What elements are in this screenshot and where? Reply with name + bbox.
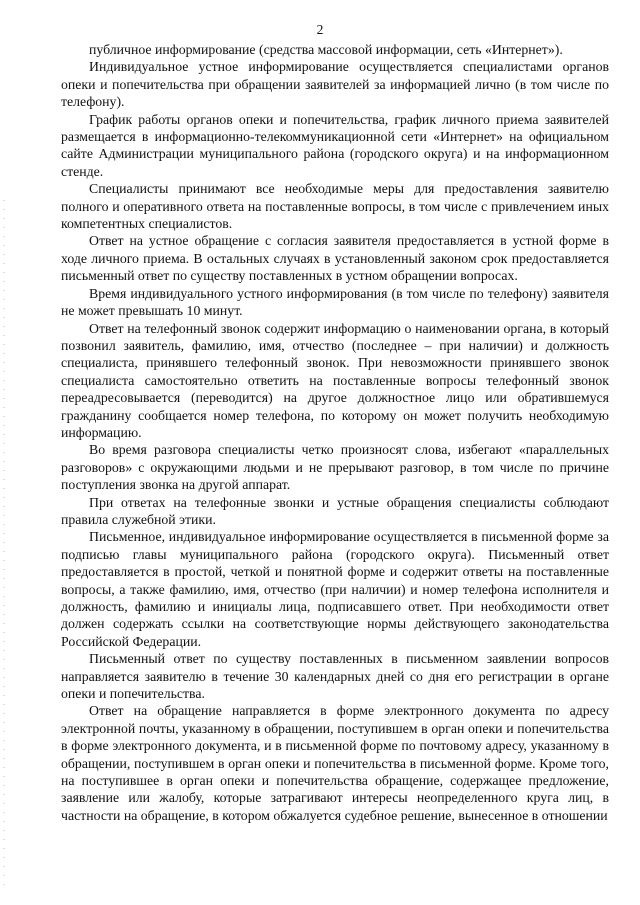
paragraph-written-answer-deadline: Письменный ответ по существу поставленных в письменном заявлении вопросов направляется заявителю в течение 30 календарных дней со дня его регистрации в органе опеки и попечительства. xyxy=(61,651,609,702)
paragraph-service-ethics: При ответах на телефонные звонки и устные обращения специалисты соблюдают правила служебной этики. xyxy=(61,494,609,527)
paragraph-informing-time: Время индивидуального устного информирования (в том числе по телефону) заявителя не может превышать 10 минут. xyxy=(61,285,609,319)
paragraph-phone-call-answer: Ответ на телефонный звонок содержит информацию о наименовании органа, в который позвонил заявитель, фамилию, имя, отчество (последнее – при наличии) и должность специалиста, принявшего телефонный звонок. При невозможности принявшего звонок специалиста самостоятельно ответить на поставленные вопросы телефонный звонок переадресовывается (переводится) на другое должностное лицо или обратившемуся гражданину сообщается номер телефона, по которому он может получить необходимую информацию. xyxy=(61,320,609,440)
paragraph-conversation-rules: Во время разговора специалисты четко произносят слова, избегают «параллельных разговоров» с окружающими людьми и не прерывают разговор, в том числе по причине поступления звонка на другой аппарат. xyxy=(61,442,609,493)
scan-margin-marks xyxy=(3,200,5,890)
document-body xyxy=(61,41,609,824)
paragraph-oral-request-answer: Ответ на устное обращение с согласия заявителя предоставляется в устной форме в ходе личного приема. В остальных случаях в установленный законом срок предоставляется письменный ответ по существу поставленных в устном обращении вопросах. xyxy=(61,233,609,284)
paragraph-specialists-measures: Специалисты принимают все необходимые меры для предоставления заявителю полного и оперативного ответа на поставленные вопросы, в том числе с привлечением иных компетентных специалистов. xyxy=(61,181,609,232)
page-number: 2 xyxy=(316,22,324,37)
paragraph-written-informing: Письменное, индивидуальное информирование осуществляется в письменной форме за подписью главы муниципального района (городского округа). Письменный ответ предоставляется в простой, четкой и понятной форме и содержит ответы на поставленные вопросы, а также фамилию, имя, отчество (при наличии) и номер телефона исполнителя и должность, фамилию и инициалы лица, подписавшего ответ. При необходимости ответ должен содержать ссылки на соответствующие нормы действующего законодательства Российской Федерации. xyxy=(61,529,609,649)
paragraph-electronic-answer: Ответ на обращение направляется в форме электронного документа по адресу электронной почты, указанному в обращении, поступившем в орган опеки и попечительства в форме электронного документа, и в письменной форме по почтовому адресу, указанному в обращении, поступившем в орган опеки и попечительства в письменной форме. Кроме того, на поступившее в орган опеки и попечительства обращение, содержащее предложение, заявление или жалобу, которые затрагивают интересы неопределенного круга лиц, в частности на обращение, в котором обжалуется судебное решение, вынесенное в отношении xyxy=(61,703,609,823)
paragraph-public-informing: публичное информирование (средства массовой информации, сеть «Интернет»). xyxy=(89,42,563,57)
paragraph-work-schedule: График работы органов опеки и попечительства, график личного приема заявителей размещается в информационно-телекоммуникационной сети «Интернет» на официальном сайте Администрации муниципального района (городского округа) и на информационном стенде. xyxy=(61,111,609,179)
paragraph-individual-oral-informing: Индивидуальное устное информирование осуществляется специалистами органов опеки и попечительства при обращении заявителей за информацией лично (в том числе по телефону). xyxy=(61,59,609,110)
